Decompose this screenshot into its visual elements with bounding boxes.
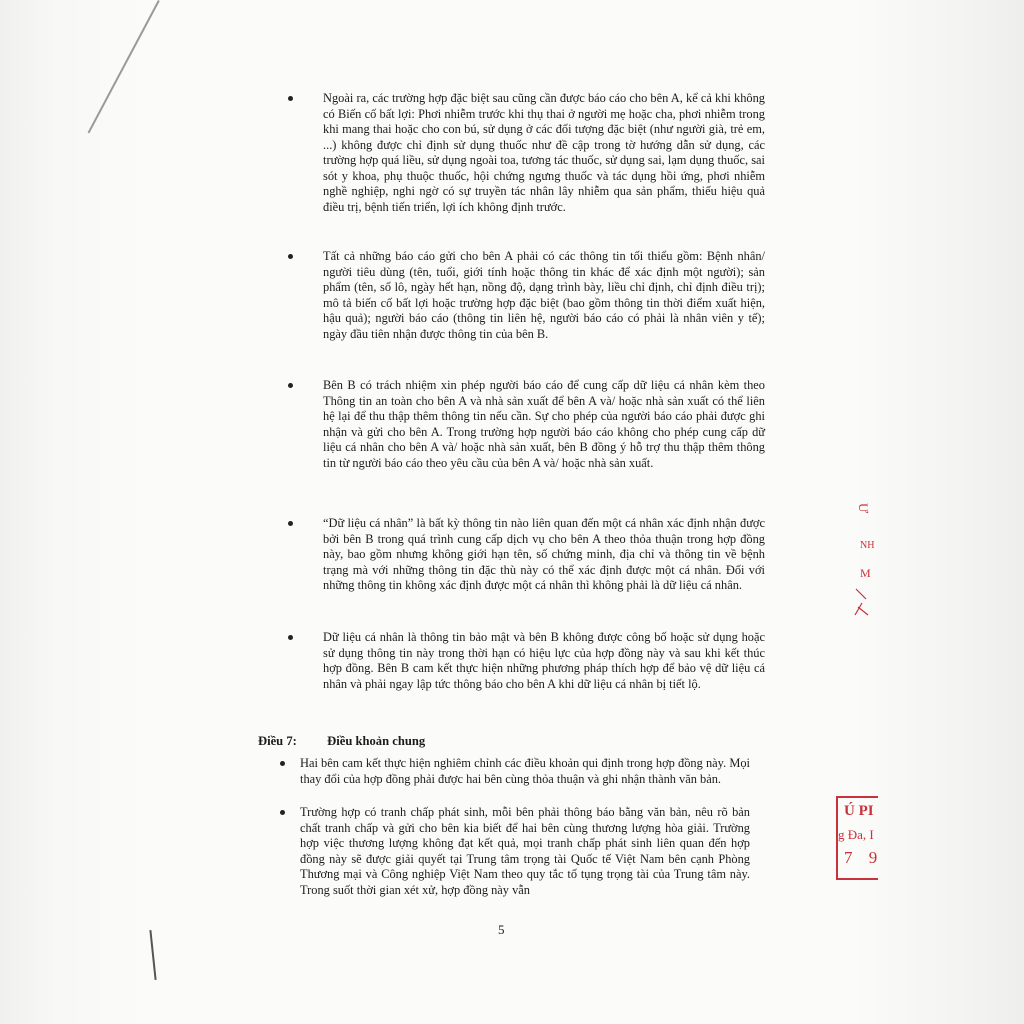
- bullet-dot: [288, 254, 293, 259]
- bullet-dot: [288, 521, 293, 526]
- stamp-fragment: Ư: [856, 502, 872, 514]
- bullet-text: Dữ liệu cá nhân là thông tin bảo mật và bên B không được công bố hoặc sử dụng hoặc sử dụng thông tin này trong thời hạn có hiệu lực của hợp đồng này và sau khi kết thúc hợp đồng. Bên B cam kết thực hiện những phương pháp thích hợp để bảo vệ dữ liệu cá nhân và phải ngay lập tức thông báo cho bên A khi dữ liệu cá nhân bị tiết lộ.: [323, 630, 765, 691]
- scan-mark: [149, 930, 156, 980]
- bullet-item: [305, 516, 765, 594]
- clause-item: [280, 805, 750, 898]
- stamp-line: 7 9: [844, 848, 884, 867]
- stamp-seal-fragment: [852, 585, 872, 621]
- article-title: Điều khoản chung: [327, 734, 426, 748]
- bullet-dot: [288, 635, 293, 640]
- stamp-fragment: M: [860, 566, 871, 580]
- article-heading: [258, 734, 425, 749]
- bullet-dot: [288, 383, 293, 388]
- bullet-item: [305, 378, 765, 471]
- stamp-fragment: NH: [860, 540, 875, 551]
- scan-shadow-right: [854, 0, 1024, 1024]
- bullet-dot: [280, 810, 285, 815]
- bullet-text: “Dữ liệu cá nhân” là bất kỳ thông tin nào liên quan đến một cá nhân xác định nhận được bởi bên B trong quá trình cung cấp dịch vụ cho bên A theo thỏa thuận trong hợp đồng này, bao gồm nhưng không giới hạn tên, số chứng minh, địa chỉ và thông tin về bệnh trạng mà với những thông tin đặc thù này có thể xác định được một cá nhân. Đối với những thông tin không xác định được một cá nhân thì không phải là dữ liệu cá nhân.: [323, 516, 765, 592]
- clause-text: Trường hợp có tranh chấp phát sinh, mỗi bên phải thông báo bằng văn bản, nêu rõ bản chất tranh chấp và gửi cho bên kia biết để hai bên cùng thương lượng hòa giải. Trường hợp việc thương lượng không đạt kết quả, mọi tranh chấp phát sinh liên quan đến hợp đồng này sẽ được giải quyết tại Trung tâm trọng tài Quốc tế Việt Nam bên cạnh Phòng Thương mại và Công nghiệp Việt Nam theo quy tắc tố tụng trọng tài của Trung tâm này. Trong suốt thời gian xét xử, hợp đồng này vẫn: [300, 805, 750, 897]
- bullet-item: [305, 630, 765, 692]
- stamp-line: g Đa, I: [838, 827, 874, 842]
- clause-text: Hai bên cam kết thực hiện nghiêm chỉnh các điều khoản qui định trong hợp đồng này. Mọi thay đổi của hợp đồng phải được hai bên cùng thỏa thuận và ghi nhận thành văn bản.: [300, 756, 750, 786]
- stamp-box: [836, 796, 884, 880]
- article-number: Điều 7:: [258, 734, 297, 748]
- stamp-line: Ú PI: [844, 803, 874, 819]
- bullet-dot: [280, 761, 285, 766]
- bullet-text: Bên B có trách nhiệm xin phép người báo cáo để cung cấp dữ liệu cá nhân kèm theo Thông tin an toàn cho bên A và nhà sản xuất để bên A và/ hoặc nhà sản xuất có thể liên hệ lại để thu thập thêm thông tin nếu cần. Sự cho phép của người báo cáo phải được ghi nhận và gửi cho bên A. Trong trường hợp người báo cáo không cho phép cung cấp dữ liệu cá nhân cho bên A và/ hoặc nhà sản xuất, bên B đồng ý hỗ trợ thu thập thêm thông tin từ người báo cáo theo yêu cầu của bên A và/ hoặc nhà sản xuất.: [323, 378, 765, 470]
- page-number: 5: [498, 922, 505, 937]
- bullet-item: [305, 249, 765, 342]
- bullet-dot: [288, 96, 293, 101]
- bullet-text: Ngoài ra, các trường hợp đặc biệt sau cũng cần được báo cáo cho bên A, kể cả khi không có Biến cố bất lợi: Phơi nhiễm trước khi thụ thai ở người mẹ hoặc cha, phơi nhiễm trong khi mang thai hoặc cho con bú, sử dụng ở các đối tượng đặc biệt (như người già, trẻ em, ...) không được chỉ định sử dụng thuốc như đề cập trong tờ hướng dẫn sử dụng, các trường hợp quá liều, sử dụng ngoài toa, tương tác thuốc, sử dụng sai, lạm dụng thuốc, sai sót y khoa, phụ thuộc thuốc, hội chứng ngưng thuốc và tác dụng hồi ứng, phơi nhiễm nghề nghiệp, nghi ngờ có sự truyền tác nhân lây nhiễm qua sản phẩm, thiếu hiệu quả điều trị, bệnh tiến triển, lợi ích không định trước.: [323, 91, 765, 214]
- bullet-text: Tất cả những báo cáo gửi cho bên A phải có các thông tin tối thiểu gồm: Bệnh nhân/ người tiêu dùng (tên, tuổi, giới tính hoặc thông tin khác để xác định một người); sản phẩm (tên, số lô, ngày hết hạn, nồng độ, dạng trình bày, liều chỉ định, chỉ định điều trị); mô tả biến cố bất lợi hoặc trường hợp đặc biệt (bao gồm thông tin thời điểm xuất hiện, hậu quả); người báo cáo (thông tin liên hệ, người báo cáo có phải là nhân viên y tế); ngày đầu tiên nhận được thông tin của bên B.: [323, 249, 765, 341]
- clause-item: [280, 756, 750, 787]
- bullet-item: [305, 91, 765, 215]
- scan-shadow-left: [0, 0, 150, 1024]
